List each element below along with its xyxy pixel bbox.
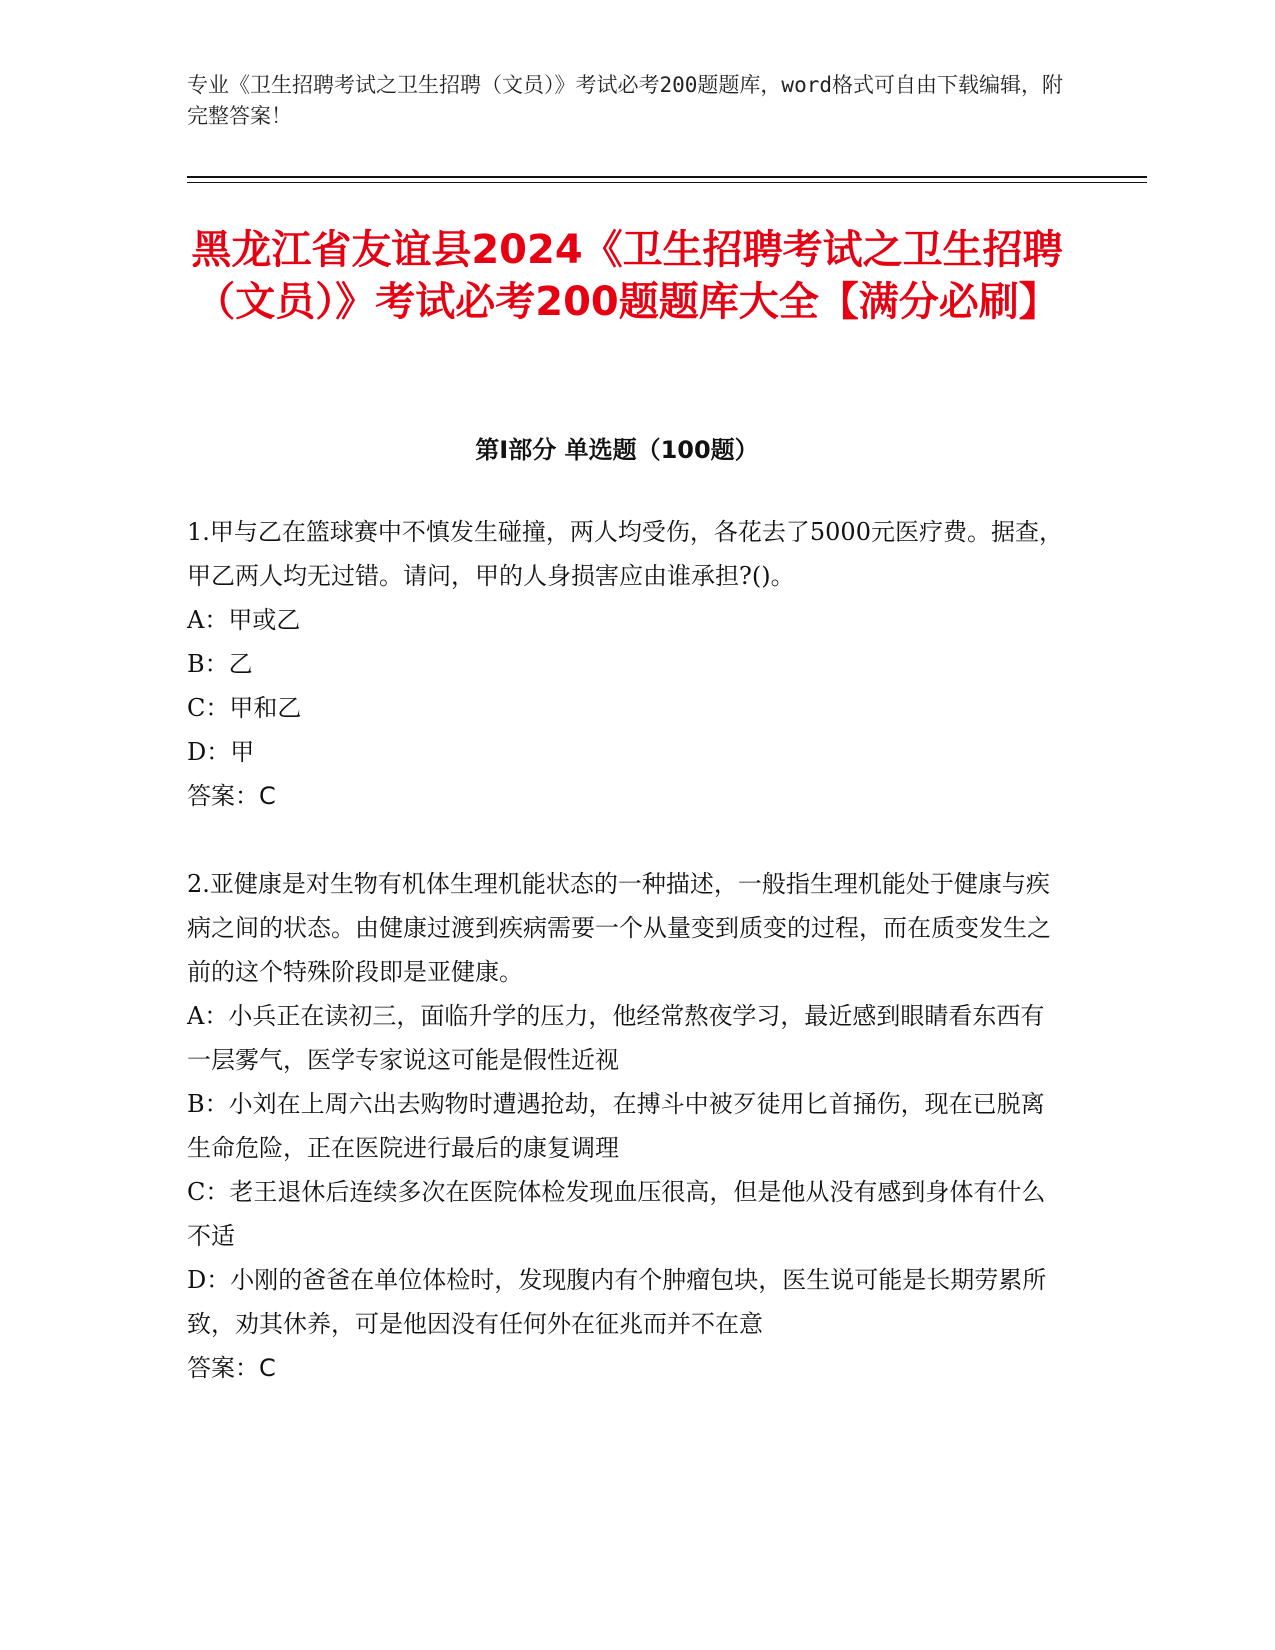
answer: 答案：C: [187, 782, 276, 810]
question-list: [187, 510, 1067, 1390]
section-title: 第Ⅰ部分 单选题（100题）: [475, 436, 759, 464]
option-a: A：甲或乙: [187, 606, 301, 634]
question-1: [187, 510, 1067, 818]
option-a: A：小兵正在读初三，面临升学的压力，他经常熬夜学习，最近感到眼睛看东西有一层雾气，医学专家说这可能是假性近视: [187, 1002, 1045, 1074]
question-stem: 2.亚健康是对生物有机体生理机能状态的一种描述，一般指生理机能处于健康与疾病之间的状态。由健康过渡到疾病需要一个从量变到质变的过程，而在质变发生之前的这个特殊阶段即是亚健康。: [187, 870, 1051, 986]
document-page: [187, 70, 1147, 1382]
option-d: D：甲: [187, 738, 255, 766]
header-divider-thin: [187, 182, 1147, 183]
header-note: 专业《卫生招聘考试之卫生招聘（文员）》考试必考200题题库，word格式可自由下载编辑，附完整答案！: [187, 73, 1063, 128]
option-b: B：乙: [187, 650, 253, 678]
answer: 答案：C: [187, 1354, 276, 1382]
option-c: C：甲和乙: [187, 694, 302, 722]
option-b: B：小刘在上周六出去购物时遭遇抢劫，在搏斗中被歹徒用匕首捅伤，现在已脱离生命危险，正在医院进行最后的康复调理: [187, 1090, 1045, 1162]
question-stem: 1.甲与乙在篮球赛中不慎发生碰撞，两人均受伤，各花去了5000元医疗费。据查，甲乙两人均无过错。请问，甲的人身损害应由谁承担?()。: [187, 518, 1063, 590]
header-divider-thick: [187, 176, 1147, 178]
document-title: 黑龙江省友谊县2024《卫生招聘考试之卫生招聘（文员）》考试必考200题题库大全【满分必刷】: [191, 227, 1063, 325]
option-d: D：小刚的爸爸在单位体检时，发现腹内有个肿瘤包块，医生说可能是长期劳累所致，劝其休养，可是他因没有任何外在征兆而并不在意: [187, 1266, 1047, 1338]
question-2: [187, 862, 1067, 1390]
option-c: C：老王退休后连续多次在医院体检发现血压很高，但是他从没有感到身体有什么不适: [187, 1178, 1046, 1250]
